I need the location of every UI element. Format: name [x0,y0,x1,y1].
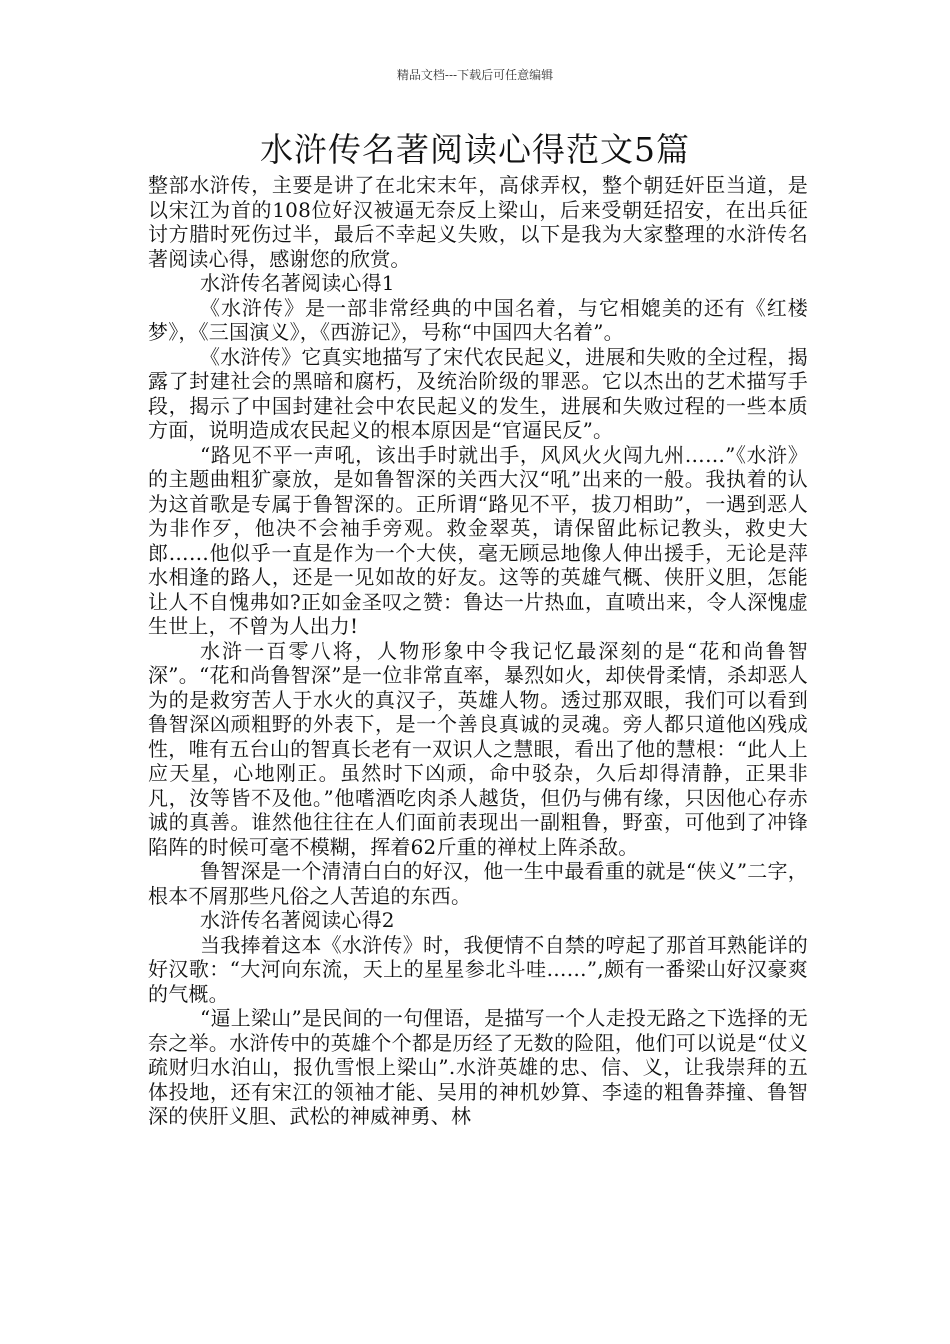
page-header-note: 精品文档---下载后可任意编辑 [396,68,554,82]
section-heading-2: 水浒传名著阅读心得2 [200,908,395,932]
body-paragraph: 鲁智深是一个清清白白的好汉，他一生中最看重的就是“侠义”二字，根本不屑那些凡俗之人苦追的东西。 [148,859,808,908]
section-heading-1: 水浒传名著阅读心得1 [200,271,395,295]
body-paragraph: “逼上梁山”是民间的一句俚语，是描写一个人走投无路之下选择的无奈之举。水浒传中的英雄个个都是历经了无数的险阻，他们可以说是“仗义疏财归水泊山，报仇雪恨上梁山”.水浒英雄的忠、信、义，让我崇拜的五体投地，还有宋江的领袖才能、吴用的神机妙算、李逵的粗鲁莽撞、鲁智深的侠肝义胆、武松的神威神勇、林 [148,1006,808,1128]
document-title: 水浒传名著阅读心得范文5篇 [260,130,690,169]
body-paragraph: 水浒一百零八将，人物形象中令我记忆最深刻的是“花和尚鲁智深”。“花和尚鲁智深”是一位非常直率，暴烈如火，却侠骨柔情，杀却恶人为的是救穷苦人于水火的真汉子，英雄人物。透过那双眼，我们可以看到鲁智深凶顽粗野的外表下，是一个善良真诚的灵魂。旁人都只道他凶残成性，唯有五台山的智真长老有一双识人之慧眼，看出了他的慧根：“此人上应天星，心地刚正。虽然时下凶顽，命中驳杂，久后却得清静，正果非凡，汝等皆不及他。”他嗜酒吃肉杀人越货，但仍与佛有缘，只因他心存赤诚的真善。谁然他往往在人们面前表现出一副粗鲁，野蛮，可他到了冲锋陷阵的时候可毫不模糊，挥着62斤重的禅杖上阵杀敌。 [148,638,808,859]
body-paragraph: 当我捧着这本《水浒传》时，我便情不自禁的哼起了那首耳熟能详的好汉歌：“大河向东流，天上的星星参北斗哇……”,颇有一番梁山好汉豪爽的气概。 [148,932,808,1006]
body-paragraph: 《水浒传》是一部非常经典的中国名着，与它相媲美的还有《红楼梦》，《三国演义》，《西游记》，号称“中国四大名着”。 [148,295,808,344]
document-body [148,173,808,1129]
body-paragraph: 《水浒传》它真实地描写了宋代农民起义，进展和失败的全过程，揭露了封建社会的黑暗和腐朽，及统治阶级的罪恶。它以杰出的艺术描写手段，揭示了中国封建社会中农民起义的发生，进展和失败过程的一些本质方面，说明造成农民起义的根本原因是“官逼民反”。 [148,344,808,442]
intro-paragraph: 整部水浒传，主要是讲了在北宋末年，高俅弄权，整个朝廷奸臣当道，是以宋江为首的108位好汉被逼无奈反上梁山，后来受朝廷招安，在出兵征讨方腊时死伤过半，最后不幸起义失败，以下是我为大家整理的水浒传名著阅读心得，感谢您的欣赏。 [148,173,808,271]
body-paragraph: “路见不平一声吼，该出手时就出手，风风火火闯九州……”《水浒》的主题曲粗犷豪放，是如鲁智深的关西大汉“吼”出来的一般。我执着的认为这首歌是专属于鲁智深的。正所谓“路见不平，拔刀相助”，一遇到恶人为非作歹，他决不会袖手旁观。救金翠英，请保留此标记教头，救史大郎……他似乎一直是作为一个大侠，毫无顾忌地像人伸出援手，无论是萍水相逢的路人，还是一见如故的好友。这等的英雄气概、侠肝义胆，怎能让人不自愧弗如?正如金圣叹之赞：鲁达一片热血，直喷出来，令人深愧虚生世上，不曾为人出力! [148,442,808,638]
